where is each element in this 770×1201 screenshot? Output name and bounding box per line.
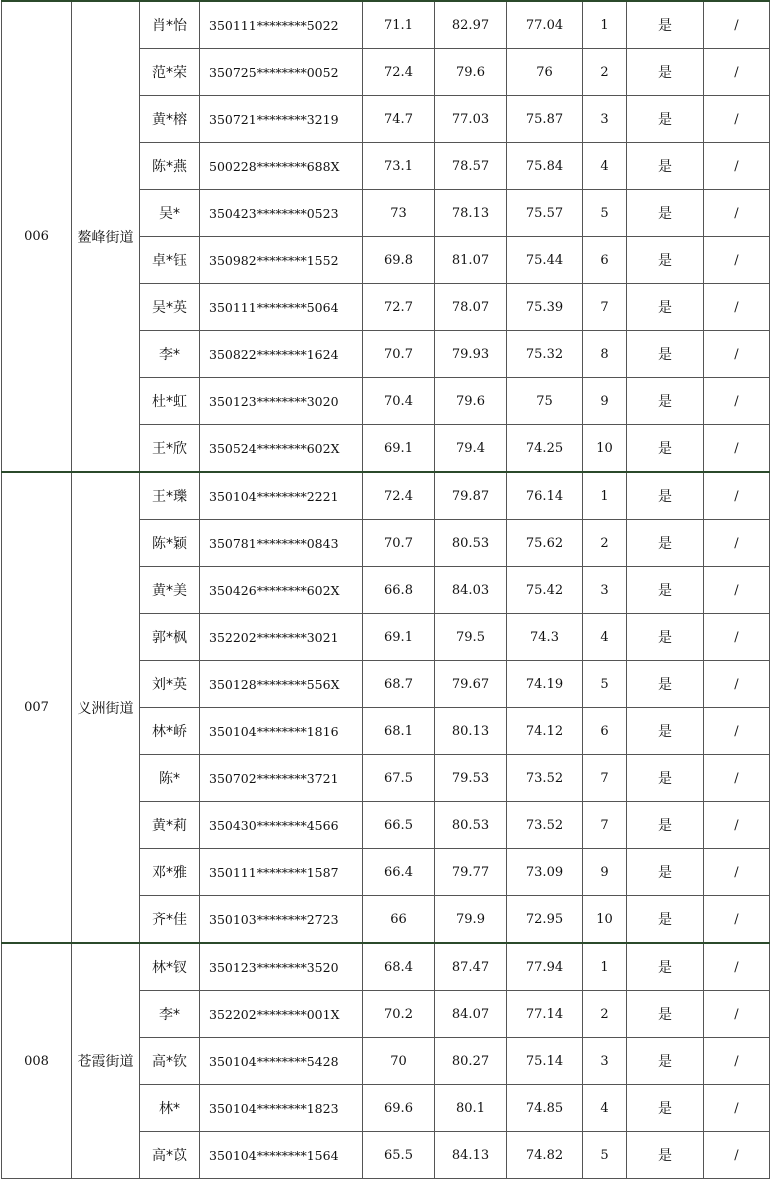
candidate-name: 黄*榕	[140, 96, 200, 143]
remark: /	[704, 49, 770, 96]
exam-eligible: 是	[627, 1038, 704, 1085]
written-score: 70.2	[363, 991, 435, 1038]
exam-eligible: 是	[627, 331, 704, 378]
remark: /	[704, 96, 770, 143]
id-number: 352202********001X	[200, 991, 363, 1038]
id-number: 350426********602X	[200, 567, 363, 614]
remark: /	[704, 331, 770, 378]
exam-eligible: 是	[627, 237, 704, 284]
rank: 4	[583, 1085, 627, 1132]
interview-score: 79.6	[435, 378, 507, 425]
written-score: 74.7	[363, 96, 435, 143]
interview-score: 84.07	[435, 991, 507, 1038]
street-name: 义洲街道	[72, 472, 140, 943]
total-score: 76.14	[507, 472, 583, 520]
rank: 2	[583, 520, 627, 567]
interview-score: 78.13	[435, 190, 507, 237]
rank: 10	[583, 896, 627, 944]
remark: /	[704, 1085, 770, 1132]
candidate-name: 王*欣	[140, 425, 200, 473]
remark: /	[704, 1132, 770, 1179]
id-number: 350982********1552	[200, 237, 363, 284]
rank: 1	[583, 472, 627, 520]
written-score: 69.1	[363, 425, 435, 473]
rank: 6	[583, 237, 627, 284]
total-score: 75.42	[507, 567, 583, 614]
interview-score: 80.27	[435, 1038, 507, 1085]
rank: 4	[583, 614, 627, 661]
interview-score: 78.07	[435, 284, 507, 331]
rank: 10	[583, 425, 627, 473]
id-number: 350104********1816	[200, 708, 363, 755]
id-number: 350123********3520	[200, 943, 363, 991]
results-table	[1, 0, 770, 1179]
id-number: 350104********1564	[200, 1132, 363, 1179]
remark: /	[704, 190, 770, 237]
total-score: 75.44	[507, 237, 583, 284]
rank: 4	[583, 143, 627, 190]
exam-eligible: 是	[627, 943, 704, 991]
rank: 3	[583, 1038, 627, 1085]
remark: /	[704, 425, 770, 473]
exam-eligible: 是	[627, 1, 704, 49]
total-score: 75	[507, 378, 583, 425]
total-score: 75.14	[507, 1038, 583, 1085]
rank: 1	[583, 943, 627, 991]
exam-eligible: 是	[627, 378, 704, 425]
interview-score: 79.4	[435, 425, 507, 473]
id-number: 352202********3021	[200, 614, 363, 661]
exam-eligible: 是	[627, 472, 704, 520]
total-score: 77.94	[507, 943, 583, 991]
exam-eligible: 是	[627, 802, 704, 849]
candidate-name: 范*荣	[140, 49, 200, 96]
candidate-name: 肖*怡	[140, 1, 200, 49]
group-code: 008	[2, 943, 72, 1179]
id-number: 350103********2723	[200, 896, 363, 944]
total-score: 77.14	[507, 991, 583, 1038]
candidate-name: 李*	[140, 331, 200, 378]
written-score: 66.4	[363, 849, 435, 896]
total-score: 75.57	[507, 190, 583, 237]
written-score: 72.4	[363, 472, 435, 520]
candidate-name: 杜*虹	[140, 378, 200, 425]
written-score: 65.5	[363, 1132, 435, 1179]
exam-eligible: 是	[627, 1085, 704, 1132]
id-number: 350111********5064	[200, 284, 363, 331]
id-number: 500228********688X	[200, 143, 363, 190]
interview-score: 79.9	[435, 896, 507, 944]
written-score: 70.4	[363, 378, 435, 425]
remark: /	[704, 143, 770, 190]
rank: 8	[583, 331, 627, 378]
written-score: 73	[363, 190, 435, 237]
remark: /	[704, 378, 770, 425]
written-score: 68.1	[363, 708, 435, 755]
written-score: 70.7	[363, 331, 435, 378]
rank: 7	[583, 284, 627, 331]
interview-score: 81.07	[435, 237, 507, 284]
id-number: 350128********556X	[200, 661, 363, 708]
remark: /	[704, 237, 770, 284]
id-number: 350111********1587	[200, 849, 363, 896]
exam-eligible: 是	[627, 1132, 704, 1179]
exam-eligible: 是	[627, 896, 704, 944]
remark: /	[704, 991, 770, 1038]
total-score: 74.85	[507, 1085, 583, 1132]
remark: /	[704, 1038, 770, 1085]
candidate-name: 林*峤	[140, 708, 200, 755]
total-score: 75.39	[507, 284, 583, 331]
table-row	[2, 1, 770, 49]
candidate-name: 陈*	[140, 755, 200, 802]
street-name: 苍霞街道	[72, 943, 140, 1179]
remark: /	[704, 943, 770, 991]
id-number: 350822********1624	[200, 331, 363, 378]
exam-eligible: 是	[627, 96, 704, 143]
remark: /	[704, 520, 770, 567]
total-score: 74.25	[507, 425, 583, 473]
interview-score: 79.6	[435, 49, 507, 96]
candidate-name: 黄*美	[140, 567, 200, 614]
candidate-name: 林*	[140, 1085, 200, 1132]
remark: /	[704, 708, 770, 755]
table-row	[2, 943, 770, 991]
written-score: 66.5	[363, 802, 435, 849]
written-score: 71.1	[363, 1, 435, 49]
total-score: 74.3	[507, 614, 583, 661]
rank: 3	[583, 96, 627, 143]
rank: 9	[583, 849, 627, 896]
candidate-name: 吴*英	[140, 284, 200, 331]
rank: 3	[583, 567, 627, 614]
written-score: 73.1	[363, 143, 435, 190]
candidate-name: 黄*莉	[140, 802, 200, 849]
results-table-body	[2, 1, 770, 1179]
rank: 7	[583, 755, 627, 802]
written-score: 72.4	[363, 49, 435, 96]
candidate-name: 郭*枫	[140, 614, 200, 661]
written-score: 69.1	[363, 614, 435, 661]
candidate-name: 吴*	[140, 190, 200, 237]
written-score: 67.5	[363, 755, 435, 802]
total-score: 76	[507, 49, 583, 96]
interview-score: 78.57	[435, 143, 507, 190]
interview-score: 79.77	[435, 849, 507, 896]
interview-score: 87.47	[435, 943, 507, 991]
written-score: 69.6	[363, 1085, 435, 1132]
id-number: 350104********5428	[200, 1038, 363, 1085]
candidate-name: 高*苡	[140, 1132, 200, 1179]
remark: /	[704, 896, 770, 944]
remark: /	[704, 849, 770, 896]
street-name: 鳌峰街道	[72, 1, 140, 472]
remark: /	[704, 614, 770, 661]
id-number: 350430********4566	[200, 802, 363, 849]
exam-eligible: 是	[627, 49, 704, 96]
exam-eligible: 是	[627, 991, 704, 1038]
remark: /	[704, 284, 770, 331]
candidate-name: 李*	[140, 991, 200, 1038]
remark: /	[704, 755, 770, 802]
candidate-name: 齐*佳	[140, 896, 200, 944]
remark: /	[704, 472, 770, 520]
candidate-name: 陈*燕	[140, 143, 200, 190]
rank: 5	[583, 1132, 627, 1179]
candidate-name: 刘*英	[140, 661, 200, 708]
rank: 1	[583, 1, 627, 49]
interview-score: 79.87	[435, 472, 507, 520]
remark: /	[704, 802, 770, 849]
table-row	[2, 472, 770, 520]
id-number: 350104********2221	[200, 472, 363, 520]
interview-score: 80.53	[435, 520, 507, 567]
rank: 5	[583, 190, 627, 237]
exam-eligible: 是	[627, 755, 704, 802]
rank: 7	[583, 802, 627, 849]
written-score: 68.4	[363, 943, 435, 991]
interview-score: 79.67	[435, 661, 507, 708]
interview-score: 77.03	[435, 96, 507, 143]
id-number: 350111********5022	[200, 1, 363, 49]
remark: /	[704, 567, 770, 614]
total-score: 73.52	[507, 755, 583, 802]
id-number: 350725********0052	[200, 49, 363, 96]
id-number: 350104********1823	[200, 1085, 363, 1132]
written-score: 66	[363, 896, 435, 944]
interview-score: 79.93	[435, 331, 507, 378]
exam-eligible: 是	[627, 849, 704, 896]
interview-score: 80.53	[435, 802, 507, 849]
group-code: 006	[2, 1, 72, 472]
total-score: 74.82	[507, 1132, 583, 1179]
id-number: 350721********3219	[200, 96, 363, 143]
interview-score: 80.13	[435, 708, 507, 755]
exam-eligible: 是	[627, 425, 704, 473]
exam-eligible: 是	[627, 661, 704, 708]
id-number: 350702********3721	[200, 755, 363, 802]
rank: 9	[583, 378, 627, 425]
interview-score: 79.53	[435, 755, 507, 802]
exam-eligible: 是	[627, 520, 704, 567]
interview-score: 80.1	[435, 1085, 507, 1132]
total-score: 77.04	[507, 1, 583, 49]
candidate-name: 高*钦	[140, 1038, 200, 1085]
id-number: 350423********0523	[200, 190, 363, 237]
interview-score: 82.97	[435, 1, 507, 49]
total-score: 74.12	[507, 708, 583, 755]
total-score: 73.52	[507, 802, 583, 849]
rank: 6	[583, 708, 627, 755]
total-score: 75.87	[507, 96, 583, 143]
id-number: 350781********0843	[200, 520, 363, 567]
interview-score: 79.5	[435, 614, 507, 661]
written-score: 70.7	[363, 520, 435, 567]
candidate-name: 陈*颖	[140, 520, 200, 567]
total-score: 75.62	[507, 520, 583, 567]
total-score: 75.32	[507, 331, 583, 378]
written-score: 72.7	[363, 284, 435, 331]
exam-eligible: 是	[627, 708, 704, 755]
interview-score: 84.03	[435, 567, 507, 614]
written-score: 69.8	[363, 237, 435, 284]
candidate-name: 林*钗	[140, 943, 200, 991]
exam-eligible: 是	[627, 614, 704, 661]
rank: 5	[583, 661, 627, 708]
written-score: 70	[363, 1038, 435, 1085]
total-score: 73.09	[507, 849, 583, 896]
exam-eligible: 是	[627, 190, 704, 237]
written-score: 68.7	[363, 661, 435, 708]
total-score: 75.84	[507, 143, 583, 190]
rank: 2	[583, 991, 627, 1038]
group-code: 007	[2, 472, 72, 943]
exam-eligible: 是	[627, 567, 704, 614]
id-number: 350524********602X	[200, 425, 363, 473]
rank: 2	[583, 49, 627, 96]
remark: /	[704, 1, 770, 49]
written-score: 66.8	[363, 567, 435, 614]
exam-eligible: 是	[627, 143, 704, 190]
interview-score: 84.13	[435, 1132, 507, 1179]
id-number: 350123********3020	[200, 378, 363, 425]
candidate-name: 卓*钰	[140, 237, 200, 284]
exam-eligible: 是	[627, 284, 704, 331]
candidate-name: 王*瓅	[140, 472, 200, 520]
remark: /	[704, 661, 770, 708]
total-score: 72.95	[507, 896, 583, 944]
total-score: 74.19	[507, 661, 583, 708]
candidate-name: 邓*雅	[140, 849, 200, 896]
